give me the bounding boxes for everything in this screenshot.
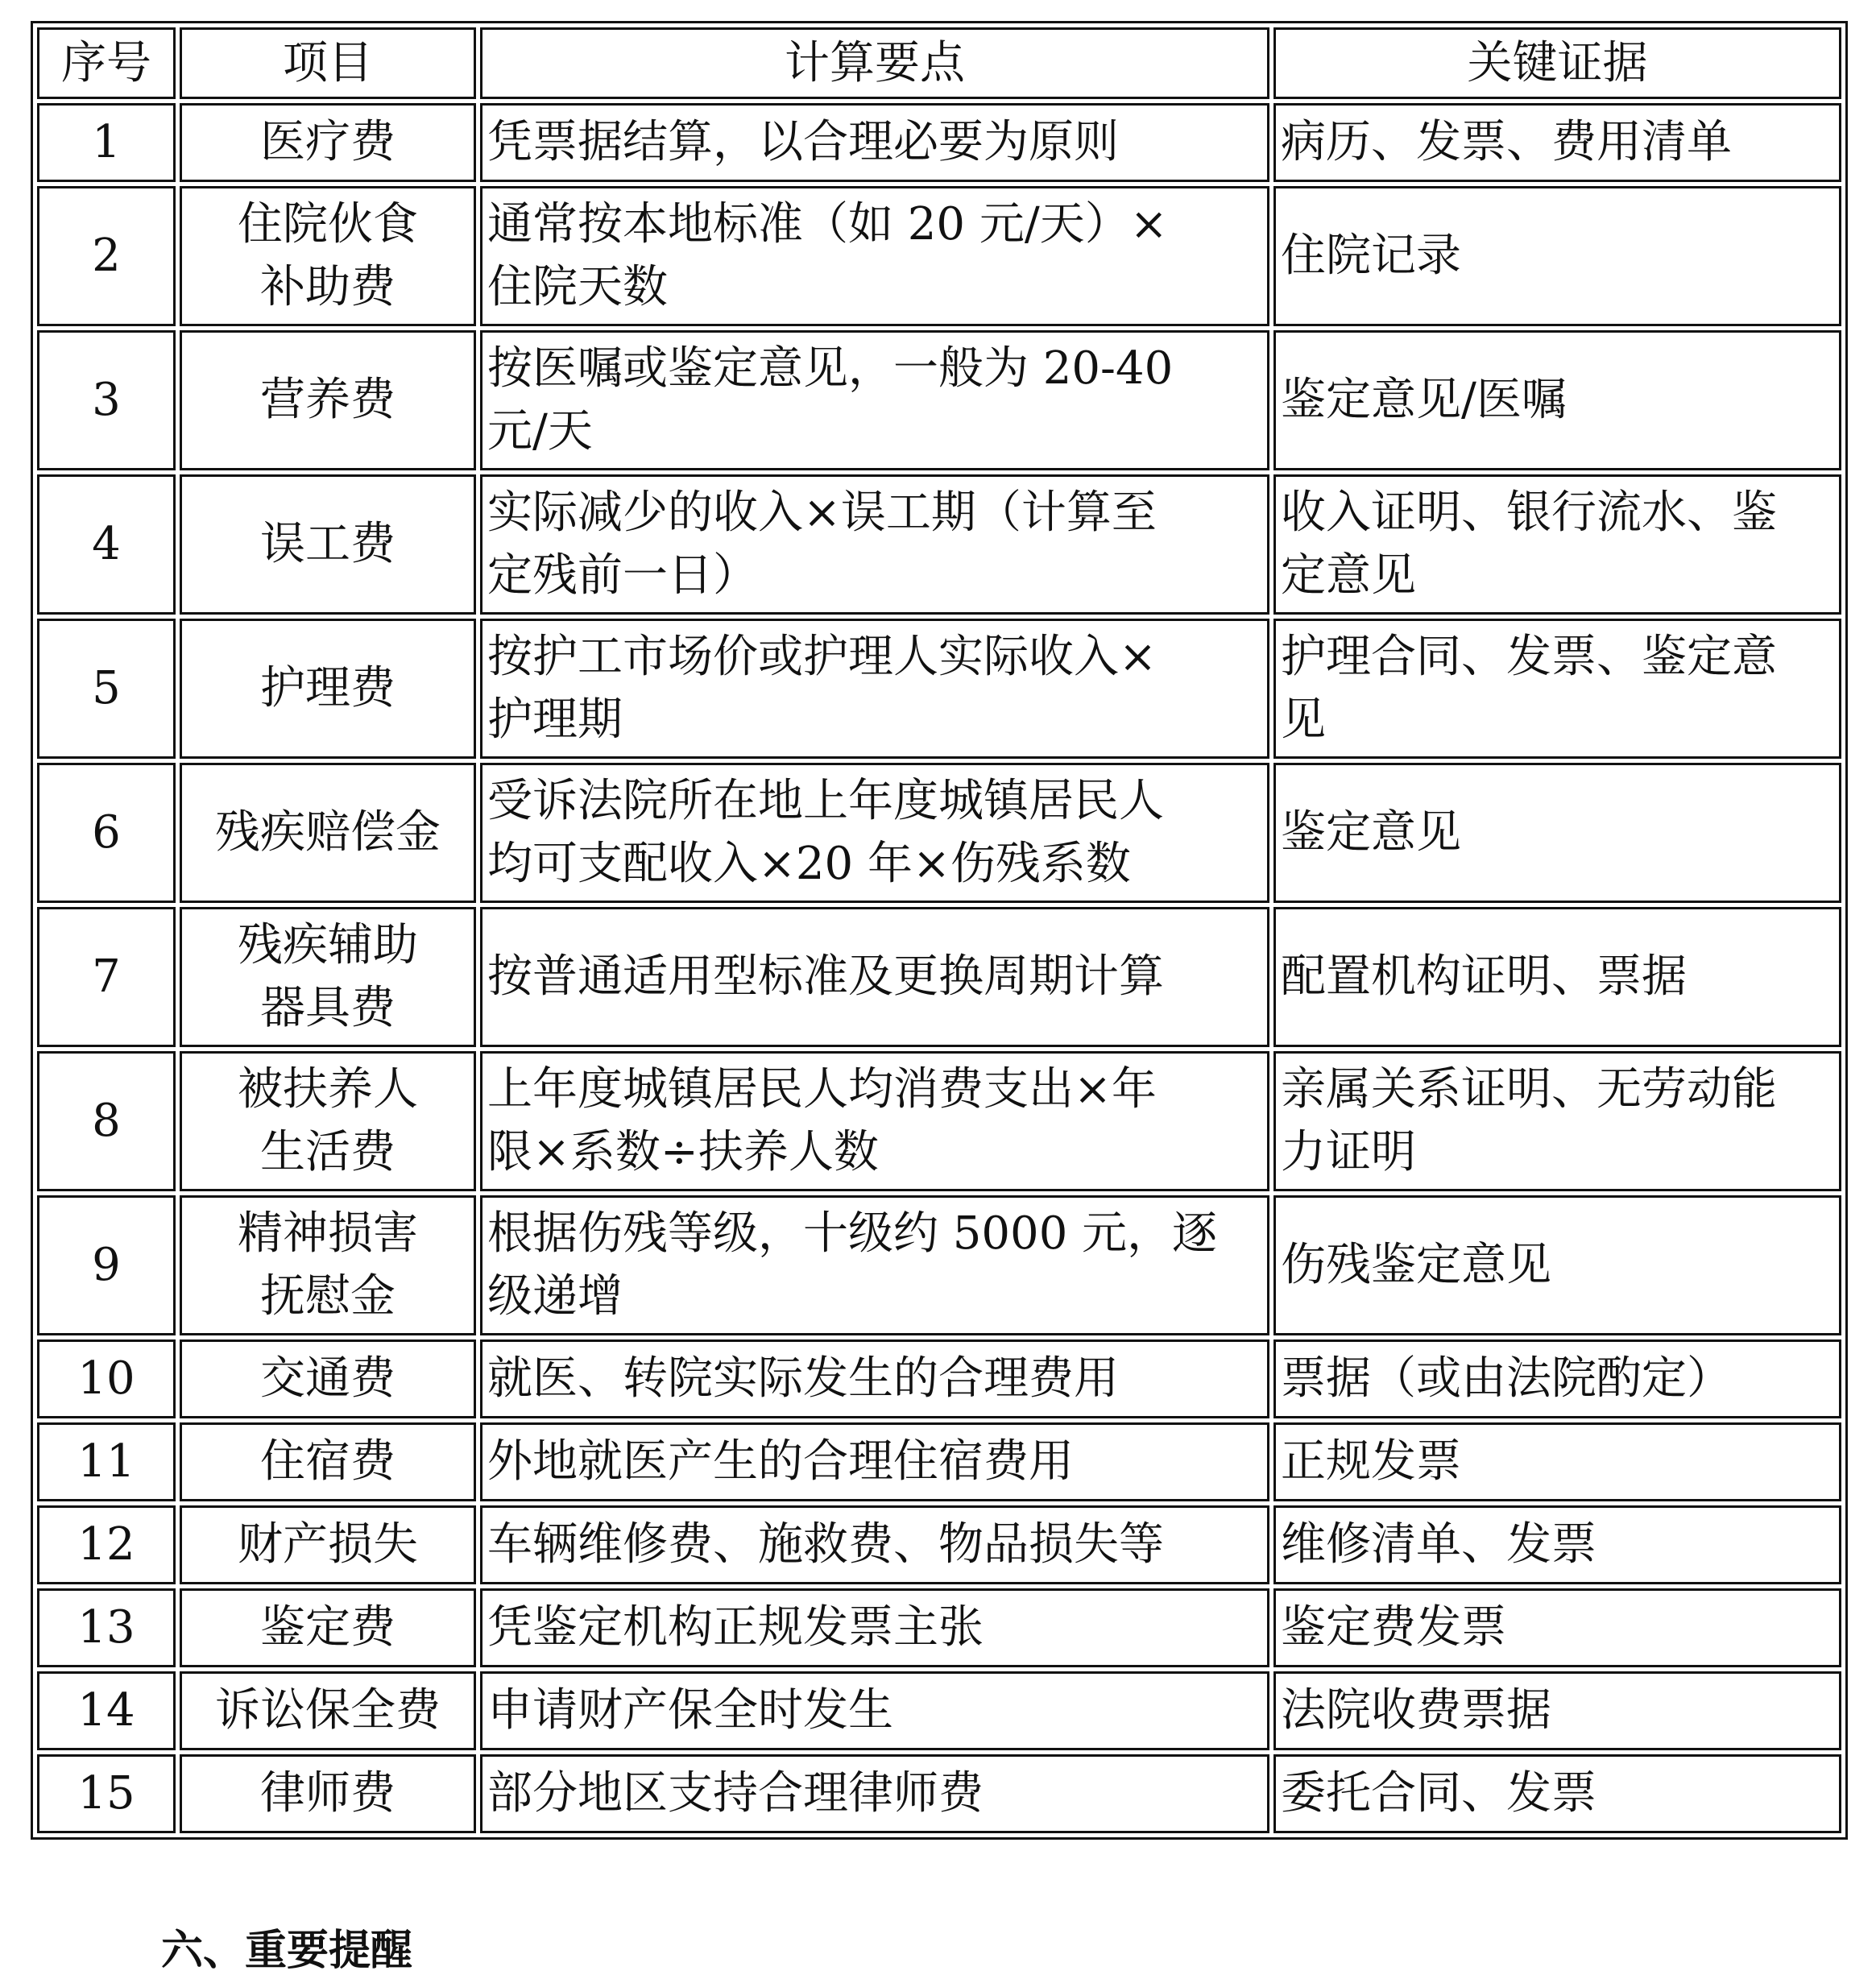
cell-item-line: 住院伙食 bbox=[238, 198, 418, 250]
cell-calc-line: 受诉法院所在地上年度城镇居民人 bbox=[487, 775, 1164, 827]
cell-no: 6 bbox=[37, 763, 176, 903]
cell-evidence bbox=[1273, 1505, 1841, 1584]
cell-calc bbox=[480, 619, 1269, 759]
cell-calc bbox=[480, 474, 1269, 615]
cell-calc-line: 通常按本地标准（如 20 元/天）× bbox=[487, 198, 1168, 250]
cell-no: 1 bbox=[37, 103, 176, 182]
compensation-table bbox=[31, 21, 1848, 1840]
cell-evidence-line: 住院记录 bbox=[1281, 230, 1461, 282]
table-row bbox=[37, 619, 1841, 759]
cell-evidence bbox=[1273, 1754, 1841, 1833]
cell-no: 12 bbox=[37, 1505, 176, 1584]
cell-no: 3 bbox=[37, 330, 176, 470]
cell-no: 14 bbox=[37, 1671, 176, 1750]
cell-evidence-line: 鉴定费发票 bbox=[1281, 1601, 1506, 1654]
cell-item bbox=[180, 330, 476, 470]
cell-evidence-line: 鉴定意见/医嘱 bbox=[1281, 374, 1567, 426]
cell-calc-line: 车辆维修费、施救费、物品损失等 bbox=[487, 1518, 1164, 1571]
table-row bbox=[37, 763, 1841, 903]
cell-no: 7 bbox=[37, 907, 176, 1047]
cell-calc-line: 凭票据结算，以合理必要为原则 bbox=[487, 116, 1119, 168]
cell-item bbox=[180, 103, 476, 182]
header-no: 序号 bbox=[37, 27, 176, 99]
table-row bbox=[37, 1422, 1841, 1501]
cell-calc-line: 根据伤残等级，十级约 5000 元，逐 bbox=[487, 1207, 1218, 1260]
table-row bbox=[37, 1339, 1841, 1418]
cell-item-line: 住宿费 bbox=[260, 1435, 395, 1488]
cell-item-line: 护理费 bbox=[260, 662, 395, 714]
table-header-row bbox=[37, 27, 1841, 99]
header-calc: 计算要点 bbox=[480, 27, 1269, 99]
cell-calc-line: 外地就医产生的合理住宿费用 bbox=[487, 1435, 1074, 1488]
cell-calc bbox=[480, 1195, 1269, 1335]
cell-evidence-line: 亲属关系证明、无劳动能 bbox=[1281, 1063, 1777, 1116]
cell-item-line: 鉴定费 bbox=[260, 1601, 395, 1654]
cell-evidence bbox=[1273, 907, 1841, 1047]
cell-calc bbox=[480, 1422, 1269, 1501]
cell-calc bbox=[480, 1754, 1269, 1833]
cell-calc-line: 按普通适用型标准及更换周期计算 bbox=[487, 950, 1164, 1003]
cell-no: 11 bbox=[37, 1422, 176, 1501]
cell-evidence-line: 委托合同、发票 bbox=[1281, 1767, 1596, 1820]
cell-calc-line: 均可支配收入×20 年×伤残系数 bbox=[487, 838, 1131, 890]
cell-calc-line: 上年度城镇居民人均消费支出×年 bbox=[487, 1063, 1157, 1116]
cell-no: 13 bbox=[37, 1588, 176, 1667]
table-row bbox=[37, 1754, 1841, 1833]
cell-evidence bbox=[1273, 186, 1841, 326]
cell-evidence-line: 收入证明、银行流水、鉴 bbox=[1281, 487, 1777, 539]
cell-evidence-line: 见 bbox=[1281, 694, 1326, 746]
cell-item-line: 精神损害 bbox=[238, 1207, 418, 1260]
cell-evidence-line: 伤残鉴定意见 bbox=[1281, 1239, 1551, 1291]
cell-item-line: 营养费 bbox=[260, 374, 395, 426]
table-row bbox=[37, 1588, 1841, 1667]
cell-calc-line: 申请财产保全时发生 bbox=[487, 1684, 893, 1737]
cell-item bbox=[180, 186, 476, 326]
cell-evidence-line: 票据（或由法院酌定） bbox=[1281, 1352, 1732, 1405]
cell-evidence-line: 维修清单、发票 bbox=[1281, 1518, 1596, 1571]
table-row bbox=[37, 1505, 1841, 1584]
cell-evidence-line: 配置机构证明、票据 bbox=[1281, 950, 1687, 1003]
cell-evidence-line: 护理合同、发票、鉴定意 bbox=[1281, 631, 1777, 683]
cell-calc bbox=[480, 1671, 1269, 1750]
cell-item-line: 诉讼保全费 bbox=[215, 1684, 441, 1737]
cell-item-line: 抚慰金 bbox=[260, 1270, 395, 1323]
cell-evidence bbox=[1273, 1588, 1841, 1667]
cell-calc-line: 元/天 bbox=[487, 405, 593, 458]
cell-calc-line: 定残前一日） bbox=[487, 549, 758, 602]
cell-item-line: 补助费 bbox=[260, 261, 395, 313]
cell-calc bbox=[480, 1339, 1269, 1418]
cell-evidence bbox=[1273, 1339, 1841, 1418]
cell-no: 5 bbox=[37, 619, 176, 759]
cell-item bbox=[180, 1195, 476, 1335]
cell-item-line: 律师费 bbox=[260, 1767, 395, 1820]
cell-evidence-line: 病历、发票、费用清单 bbox=[1281, 116, 1732, 168]
cell-evidence bbox=[1273, 1051, 1841, 1191]
cell-item-line: 生活费 bbox=[260, 1126, 395, 1178]
cell-item bbox=[180, 1051, 476, 1191]
next-section-heading: 六、重要提醒 bbox=[161, 1926, 413, 1975]
table-row bbox=[37, 1195, 1841, 1335]
header-evidence: 关键证据 bbox=[1273, 27, 1841, 99]
cell-calc-line: 凭鉴定机构正规发票主张 bbox=[487, 1601, 984, 1654]
cell-evidence bbox=[1273, 1195, 1841, 1335]
cell-calc bbox=[480, 1505, 1269, 1584]
cell-item-line: 残疾赔偿金 bbox=[215, 806, 441, 859]
cell-evidence bbox=[1273, 619, 1841, 759]
cell-item bbox=[180, 1339, 476, 1418]
cell-calc bbox=[480, 1051, 1269, 1191]
cell-calc-line: 限×系数÷扶养人数 bbox=[487, 1126, 879, 1178]
cell-item-line: 财产损失 bbox=[238, 1518, 418, 1571]
table-row bbox=[37, 186, 1841, 326]
cell-item bbox=[180, 1588, 476, 1667]
table-row bbox=[37, 474, 1841, 615]
cell-no: 9 bbox=[37, 1195, 176, 1335]
cell-evidence-line: 定意见 bbox=[1281, 549, 1416, 602]
cell-calc bbox=[480, 763, 1269, 903]
cell-evidence-line: 鉴定意见 bbox=[1281, 806, 1461, 859]
cell-item bbox=[180, 474, 476, 615]
table-row bbox=[37, 330, 1841, 470]
cell-item-line: 误工费 bbox=[260, 518, 395, 570]
header-item: 项目 bbox=[180, 27, 476, 99]
cell-item bbox=[180, 1505, 476, 1584]
cell-no: 2 bbox=[37, 186, 176, 326]
cell-evidence bbox=[1273, 763, 1841, 903]
table-row bbox=[37, 907, 1841, 1047]
cell-item-line: 器具费 bbox=[260, 982, 395, 1034]
cell-item bbox=[180, 1422, 476, 1501]
cell-item-line: 交通费 bbox=[260, 1352, 395, 1405]
cell-evidence bbox=[1273, 103, 1841, 182]
cell-evidence bbox=[1273, 1671, 1841, 1750]
cell-calc bbox=[480, 330, 1269, 470]
cell-no: 10 bbox=[37, 1339, 176, 1418]
cell-calc-line: 部分地区支持合理律师费 bbox=[487, 1767, 984, 1820]
cell-no: 8 bbox=[37, 1051, 176, 1191]
cell-item bbox=[180, 763, 476, 903]
cell-item bbox=[180, 907, 476, 1047]
cell-item bbox=[180, 619, 476, 759]
cell-calc-line: 按医嘱或鉴定意见，一般为 20-40 bbox=[487, 342, 1174, 395]
cell-calc bbox=[480, 907, 1269, 1047]
cell-calc-line: 按护工市场价或护理人实际收入× bbox=[487, 631, 1157, 683]
cell-calc-line: 级递增 bbox=[487, 1270, 623, 1323]
cell-evidence bbox=[1273, 474, 1841, 615]
cell-item bbox=[180, 1754, 476, 1833]
cell-no: 15 bbox=[37, 1754, 176, 1833]
table-row bbox=[37, 1051, 1841, 1191]
cell-evidence-line: 法院收费票据 bbox=[1281, 1684, 1551, 1737]
cell-evidence-line: 力证明 bbox=[1281, 1126, 1416, 1178]
table-row bbox=[37, 1671, 1841, 1750]
cell-evidence-line: 正规发票 bbox=[1281, 1435, 1461, 1488]
cell-calc bbox=[480, 103, 1269, 182]
cell-calc-line: 护理期 bbox=[487, 694, 623, 746]
cell-item-line: 残疾辅助 bbox=[238, 919, 418, 971]
cell-evidence bbox=[1273, 330, 1841, 470]
cell-calc-line: 实际减少的收入×误工期（计算至 bbox=[487, 487, 1157, 539]
cell-calc bbox=[480, 186, 1269, 326]
cell-item-line: 被扶养人 bbox=[238, 1063, 418, 1116]
cell-item-line: 医疗费 bbox=[260, 116, 395, 168]
table-row bbox=[37, 103, 1841, 182]
cell-item bbox=[180, 1671, 476, 1750]
cell-calc bbox=[480, 1588, 1269, 1667]
cell-no: 4 bbox=[37, 474, 176, 615]
cell-calc-line: 就医、转院实际发生的合理费用 bbox=[487, 1352, 1119, 1405]
cell-evidence bbox=[1273, 1422, 1841, 1501]
cell-calc-line: 住院天数 bbox=[487, 261, 668, 313]
